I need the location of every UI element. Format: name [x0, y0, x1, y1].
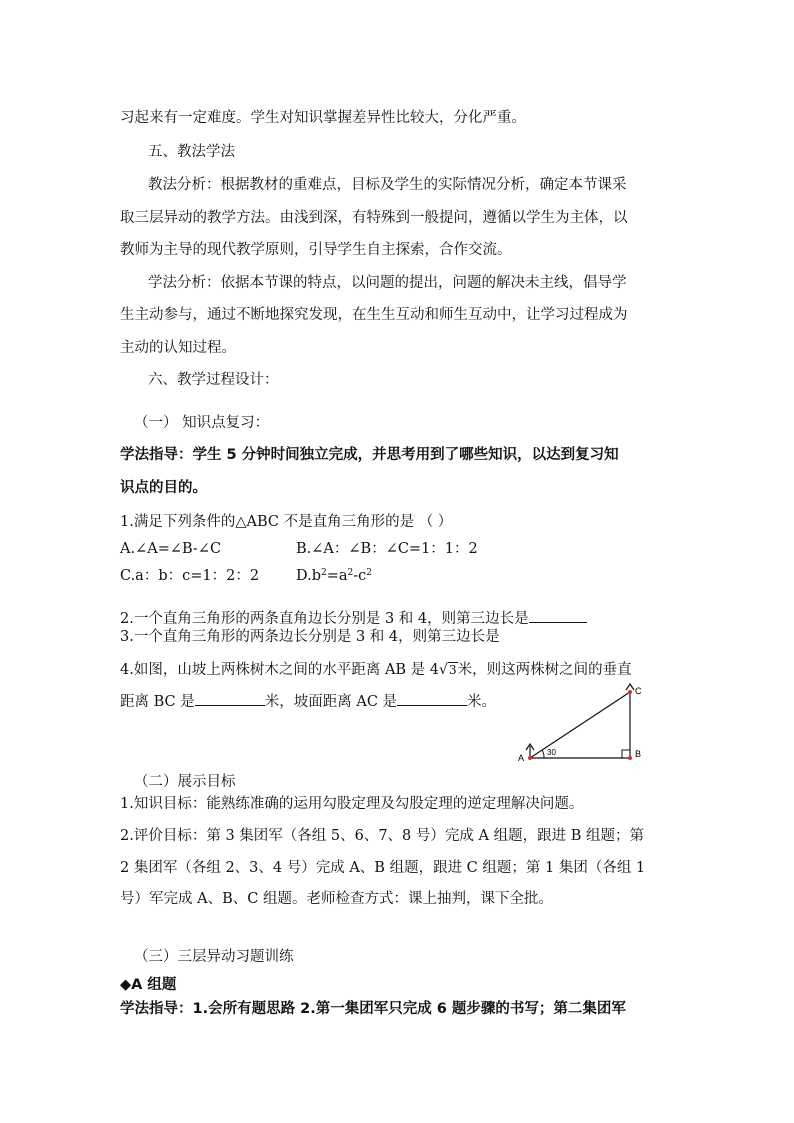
label-b: B	[635, 749, 642, 759]
slope-diagram	[510, 682, 660, 764]
option-d: $D.b^2=a^2-c^2$	[296, 568, 373, 584]
text-line: 取三层异动的教学方法。由浅到深，有特殊到一般提问，遵循以学生为主体，以	[120, 210, 628, 226]
label-c: C	[635, 686, 642, 696]
guidance-text-bold: 识点的目的。	[120, 480, 207, 496]
goal-line: 1.知识目标：能熟练准确的运用勾股定理及勾股定理的逆定理解决问题。	[120, 796, 584, 812]
text-line: 教法分析：根据教材的重难点，目标及学生的实际情况分析，确定本节课采	[148, 177, 627, 193]
goal-line: 2.评价目标：第 3 集团军（各组 5、6、7、8 号）完成 A 组题，跟进 B 组题；第	[120, 828, 644, 844]
question-4-line2: 距离 BC 是 米，坡面距离 AC 是 米。	[120, 694, 497, 710]
text-line: 教师为主导的现代教学原则，引导学生自主探索，合作交流。	[120, 242, 512, 258]
tree-c-top	[626, 684, 634, 690]
goal-line: 2 集团军（各组 2、3、4 号）完成 A、B 组题，跟进 C 组题；第 1 集团（各组 1	[120, 860, 646, 876]
group-a-heading: ◆A 组题	[120, 977, 177, 993]
angle-arc	[542, 750, 544, 758]
sqrt-symbol: √3	[439, 662, 457, 678]
option-c: C.a：b：c=1：2：2	[120, 568, 260, 584]
point-a	[528, 756, 532, 760]
section-heading-methods: 五、教法学法	[148, 144, 235, 160]
goal-line: 号）军完成 A、B、C 组题。老师检查方式：课上抽判，课下全批。	[120, 891, 553, 907]
answer-blank[interactable]	[529, 610, 587, 623]
question-4: 4.如图，山坡上两株树木之间的水平距离 AB 是 4√3米，则这两株树之间的垂直	[120, 662, 632, 678]
text-line: 学法分析：依据本节课的特点，以问题的提出，问题的解决未主线，倡导学	[148, 275, 627, 291]
section-heading-process: 六、教学过程设计：	[148, 372, 279, 388]
option-b: B.∠A：∠B：∠C=1：1：2	[296, 541, 478, 557]
point-c	[628, 690, 632, 694]
text-line: 习起来有一定难度。学生对知识掌握差异性比较大，分化严重。	[120, 110, 526, 126]
point-b	[628, 756, 632, 760]
subsection-exercises: （三）三层异动习题训练	[134, 949, 294, 965]
option-a: A.∠A=∠B-∠C	[120, 541, 222, 557]
subsection-review: （一） 知识点复习：	[134, 415, 270, 431]
label-angle: 30	[547, 748, 556, 757]
question-1: 1.满足下列条件的△ABC 不是直角三角形的是 （ ）	[120, 514, 453, 530]
question-2: 2.一个直角三角形的两条直角边长分别是 3 和 4，则第三边长是	[120, 610, 587, 627]
answer-blank-bc[interactable]	[195, 693, 265, 706]
subsection-goals: （二）展示目标	[134, 774, 236, 790]
question-3: 3.一个直角三角形的两条边长分别是 3 和 4，则第三边长是	[120, 629, 500, 645]
guidance-text-bold: 学法指导：学生 5 分钟时间独立完成，并思考用到了哪些知识，以达到复习知	[120, 447, 619, 463]
answer-blank-ac[interactable]	[397, 693, 467, 706]
guidance-text-bold: 学法指导：1.会所有题思路 2.第一集团军只完成 6 题步骤的书写；第二集团军	[120, 1001, 626, 1017]
label-a: A	[518, 753, 525, 763]
text-line: 主动的认知过程。	[120, 340, 236, 356]
text-line: 生主动参与，通过不断地探究发现，在生生互动和师生互动中，让学习过程成为	[120, 307, 628, 323]
side-ac	[530, 692, 630, 758]
